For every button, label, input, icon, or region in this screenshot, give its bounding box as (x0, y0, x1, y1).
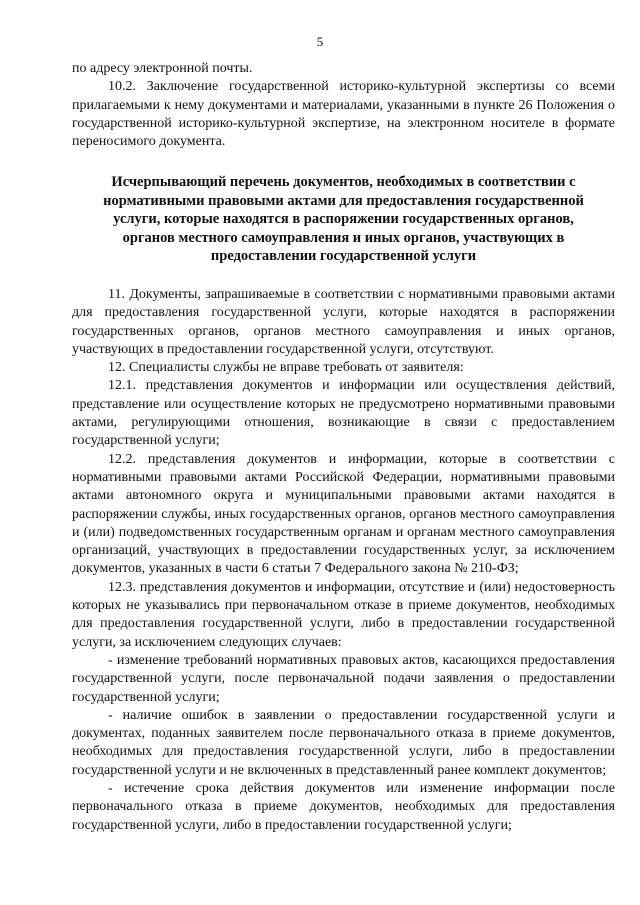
paragraph-12-3: 12.3. представления документов и информации, отсутствие и (или) недостоверность которых не указывались при первоначальном отказе в приеме документов, необходимых для предоставления государственной услуги, либо в предоставлении государственной услуги, за исключением следующих случаев: (72, 579, 615, 650)
section-heading: Исчерпывающий перечень документов, необходимых в соответствии с нормативными правовыми актами для предоставления государственной услуги, которые находятся в распоряжении государственных органов, органов местного самоуправления и иных органов, участвующих в предоставлении государственной услуги (103, 174, 584, 265)
page-number: 5 (316, 34, 324, 49)
spacer (72, 151, 615, 173)
paragraph-12-2: 12.2. представления документов и информации, которые в соответствии с нормативными правовыми актами Российской Федерации, нормативными правовыми актами автономного округа и муниципальными правовыми актами находятся в распоряжении службы, иных государственных органов, органов местного самоуправления и (или) подведомственных государственным органам и органам местного самоуправления организаций, участвующих в предоставлении государственных услуг, за исключением документов, указанных в части 6 статьи 7 Федерального закона № 210-ФЗ; (72, 451, 615, 577)
list-item-document-expiry: - истечение срока действия документов или изменение информации после первоначального отказа в приеме документов, необходимых для предоставления государственной услуги, либо в предоставлении государственной услуги; (72, 781, 615, 833)
document-body (72, 60, 615, 835)
paragraph-11: 11. Документы, запрашиваемые в соответствии с нормативными правовыми актами для предоставления государственной услуги, которые находятся в распоряжении государственных органов, органов местного самоуправления и иных органов, участвующих в предоставлении государственной услуги, отсутствуют. (72, 286, 615, 357)
paragraph-continuation: по адресу электронной почты. (72, 61, 253, 76)
paragraph-10-2: 10.2. Заключение государственной историко-культурной экспертизы со всеми прилагаемыми к нему документами и материалами, указанными в пункте 26 Положения о государственной историко-культурной экспертизе, на электронном носителе в формате переносимого документа. (72, 79, 615, 150)
spacer (72, 266, 615, 286)
paragraph-12: 12. Специалисты службы не вправе требовать от заявителя: (108, 360, 464, 376)
list-item-requirements-change: - изменение требований нормативных правовых актов, касающихся предоставления государственной услуги, после первоначальной подачи заявления о предоставлении государственной услуги; (72, 652, 615, 705)
paragraph-12-1: 12.1. представления документов и информации или осуществления действий, представление или осуществление которых не предусмотрено нормативными правовыми актами, регулирующими отношения, возникающие в связи с предоставлением государственной услуги; (72, 378, 615, 449)
list-item-errors-in-application: - наличие ошибок в заявлении о предоставлении государственной услуги и документах, поданных заявителем после первоначального отказа в приеме документов, необходимых для предоставления государственной услуги, либо в предоставлении государственной услуги и не включенных в представленный ранее комплект документов; (72, 707, 615, 778)
